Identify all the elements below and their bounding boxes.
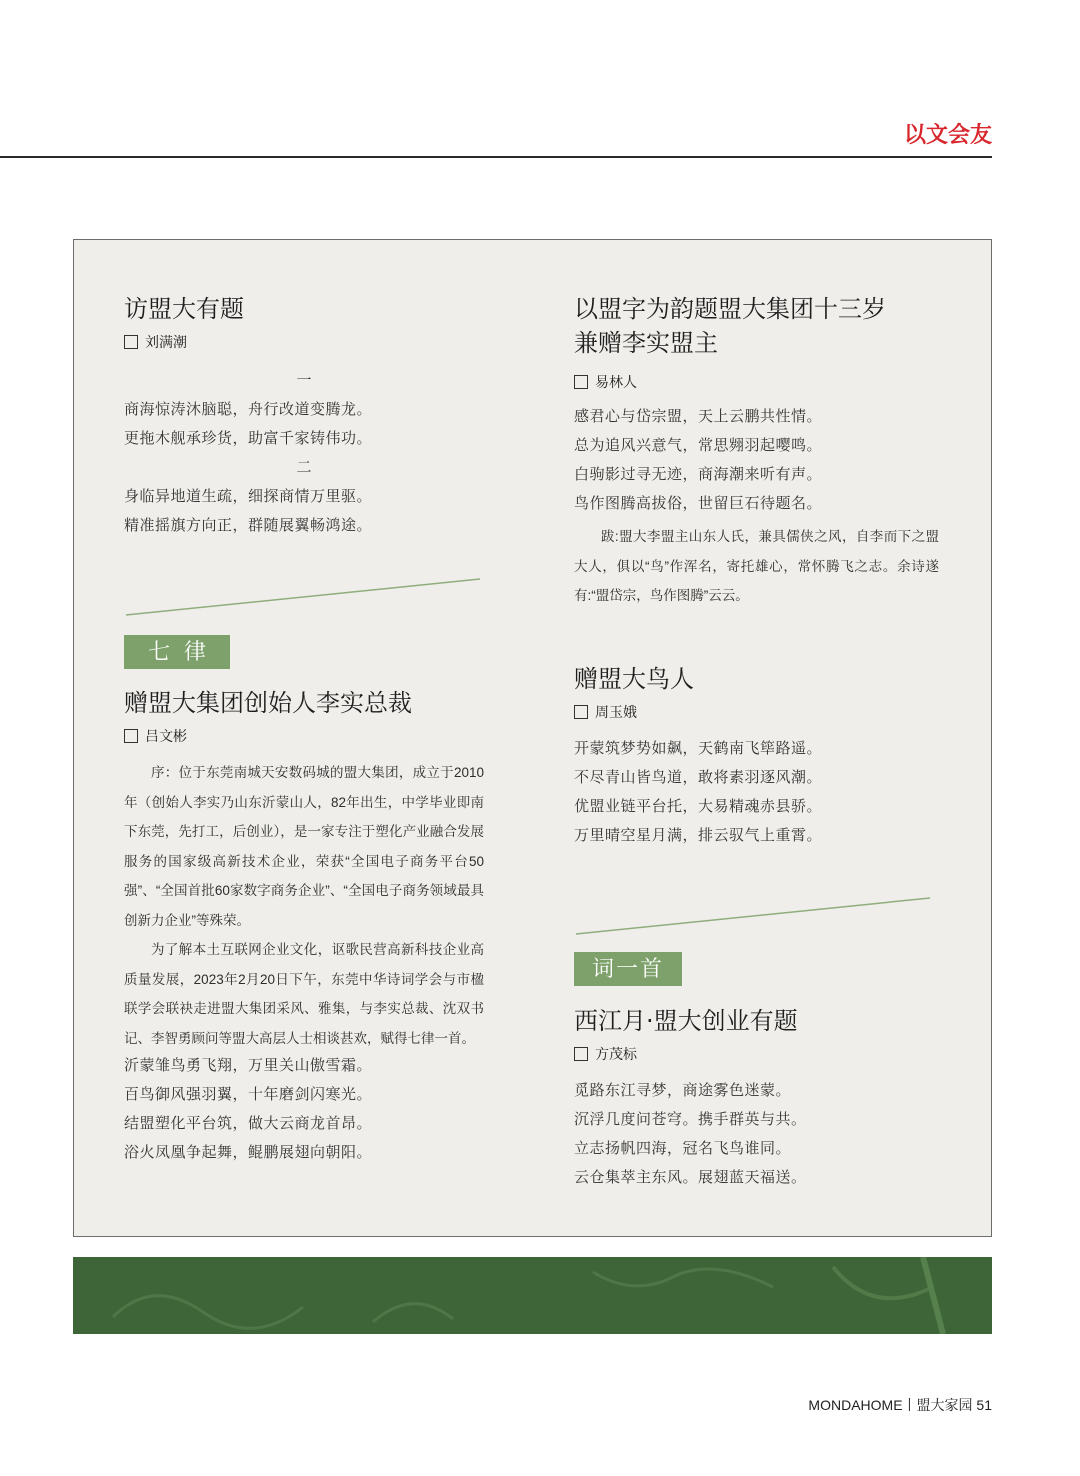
content-panel: [73, 239, 992, 1237]
poem-line: 浴火凤凰争起舞，鲲鹏展翅向朝阳。: [124, 1143, 373, 1161]
poem-line: 鸟作图腾高拔俗，世留巨石待题名。: [574, 494, 823, 512]
genre-tag: 七律: [124, 635, 230, 669]
poem-line: 不尽青山皆鸟道，敢将素羽逐风潮。: [574, 768, 823, 786]
part-number: 一: [296, 371, 312, 389]
preface-paragraph: 为了解本土互联网企业文化，讴歌民营高新科技企业高质量发展，2023年2月20日下午，东莞中华诗词学会与市楹联学会联袂走进盟大集团采风、雅集，与李实总裁、沈双书记、李智勇顾问等盟大高层人士相谈甚欢，赋得七律一首。: [124, 942, 484, 1046]
poem-title: 访盟大有题: [124, 295, 244, 323]
poem-line: 总为追风兴意气，常思翙羽起嘤鸣。: [574, 436, 823, 454]
author-name: 吕文彬: [145, 728, 187, 744]
poem-author: [124, 332, 484, 352]
author-name: 易林人: [595, 374, 637, 390]
poem-author: [574, 372, 939, 392]
poem-author: [124, 726, 484, 746]
author-name: 周玉娥: [595, 704, 637, 720]
poem-meng-yun: [574, 292, 939, 611]
poem-line: 沂蒙雏鸟勇飞翔，万里关山傲雪霜。: [124, 1056, 373, 1074]
header-rule: [0, 156, 992, 158]
page-footer: MONDAHOME丨盟大家园 51: [808, 1397, 992, 1413]
poem-title: 赠盟大集团创始人李实总裁: [124, 689, 412, 717]
poem-line: 觅路东江寻梦，商途雾色迷蒙。: [574, 1081, 792, 1099]
poem-title: 西江月·盟大创业有题: [574, 1007, 798, 1035]
poem-line: 云仓集萃主东风。展翅蓝天福送。: [574, 1168, 807, 1186]
poem-line: 优盟业链平台托，大易精魂赤县骄。: [574, 797, 823, 815]
poem-author: [574, 702, 939, 722]
poem-line: 精准摇旗方向正，群随展翼畅鸿途。: [124, 516, 373, 534]
poem-xijiangyue: [574, 1004, 939, 1192]
calligraphy-texture-icon: [73, 1257, 992, 1334]
genre-tag: 词一首: [574, 952, 682, 986]
poem-line: 结盟塑化平台筑，做大云商龙首昂。: [124, 1114, 373, 1132]
author-name: 刘满潮: [145, 334, 187, 350]
poem-line: 更拖木舰承珍货，助富千家铸伟功。: [124, 429, 373, 447]
section-label: 以文会友: [903, 122, 992, 147]
author-name: 方茂标: [595, 1046, 637, 1062]
poem-zeng-niaoren: [574, 662, 939, 850]
poem-line: 沉浮几度问苍穹。携手群英与共。: [574, 1110, 807, 1128]
checkbox-square-icon: [574, 375, 588, 389]
poem-line: 感君心与岱宗盟，天上云鹏共性情。: [574, 407, 823, 425]
poem-line: 立志扬帆四海，冠名飞鸟谁同。: [574, 1139, 792, 1157]
poem-title-line2: 兼赠李实盟主: [574, 329, 718, 357]
checkbox-square-icon: [574, 705, 588, 719]
poem-title: 赠盟大鸟人: [574, 665, 694, 693]
part-number: 二: [296, 458, 312, 476]
poem-line: 开蒙筑梦势如飙，天鹤南飞筚路遥。: [574, 739, 823, 757]
poem-fang-mengda: [124, 292, 484, 540]
postscript-paragraph: 跋:盟大李盟主山东人氏，兼具儒侠之风，自李而下之盟大人，俱以“鸟”作浑名，寄托雄心，常怀腾飞之志。余诗遂有:“盟岱宗，鸟作图腾”云云。: [574, 529, 939, 603]
checkbox-square-icon: [124, 335, 138, 349]
poem-line: 白驹影过寻无迹，商海潮来听有声。: [574, 465, 823, 483]
decorative-calligraphy-band: [73, 1257, 992, 1334]
poem-line: 万里晴空星月满，排云驭气上重霄。: [574, 826, 823, 844]
poem-zeng-lishi: [124, 686, 484, 1167]
divider-line: [574, 896, 934, 938]
poem-line: 商海惊涛沐脑聪，舟行改道变腾龙。: [124, 400, 373, 418]
poem-line: 身临异地道生疏，细探商情万里驱。: [124, 487, 373, 505]
poem-line: 百鸟御风强羽翼，十年磨剑闪寒光。: [124, 1085, 373, 1103]
divider-line: [124, 577, 484, 619]
preface-paragraph: 序：位于东莞南城天安数码城的盟大集团，成立于2010年（创始人李实乃山东沂蒙山人，82年出生，中学毕业即南下东莞，先打工，后创业），是一家专注于塑化产业融合发展服务的国家级高新技术企业，荣获“全国电子商务平台50强”、“全国首批60家数字商务企业”、“全国电子商务领域最具创新力企业”等殊荣。: [124, 765, 484, 928]
checkbox-square-icon: [574, 1047, 588, 1061]
poem-title: 以盟字为韵题盟大集团十三岁: [574, 295, 886, 323]
checkbox-square-icon: [124, 729, 138, 743]
poem-author: [574, 1044, 939, 1064]
